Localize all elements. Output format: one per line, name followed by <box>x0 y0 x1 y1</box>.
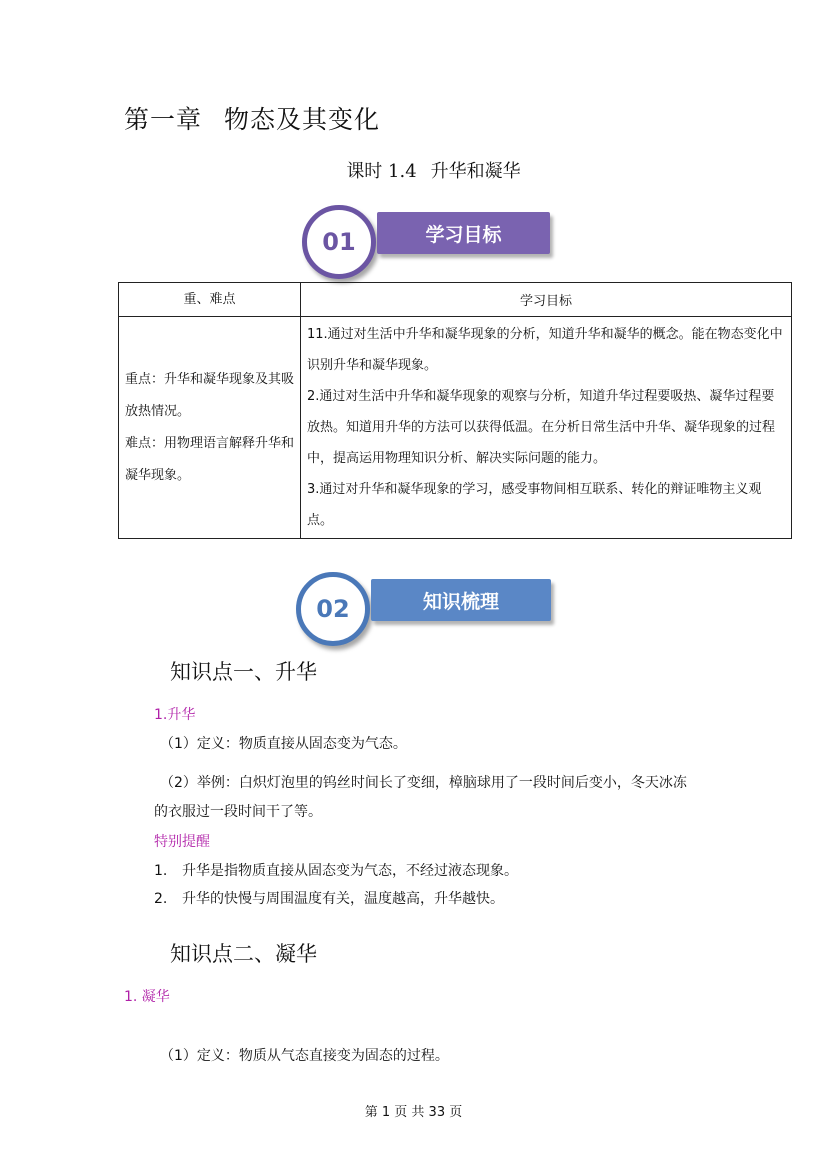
knowledge-point-title: 知识点二、凝华 <box>170 942 317 966</box>
learning-goals-table <box>118 282 792 539</box>
chapter-heading <box>124 100 380 136</box>
section-banner-learning-goals <box>302 205 554 281</box>
key-point-difficulty: 难点：用物理语言解释升华和凝华现象。 <box>125 435 295 483</box>
section-banner-knowledge-review <box>296 572 556 648</box>
section-number-badge: 02 <box>296 572 370 646</box>
section-banner-title: 知识梳理 <box>371 579 551 621</box>
objectives-cell <box>301 317 792 539</box>
table-header-key-points: 重、难点 <box>119 283 301 317</box>
example-text-line2: 的衣服过一段时间干了等。 <box>154 804 322 820</box>
objective-item: 2.通过对生活中升华和凝华现象的观察与分析，知道升华过程要吸热、凝华过程要放热。知道用升华的方法可以获得低温。在分析日常生活中升华、凝华现象的过程中，提高运用物理知识分析、解决实际问题的能力。 <box>307 389 776 466</box>
lesson-title: 升华和凝华 <box>430 161 521 182</box>
example-text-line1: （2）举例：白炽灯泡里的钨丝时间长了变细，樟脑球用了一段时间后变小，冬天冰冻 <box>160 775 687 791</box>
list-item <box>154 860 518 880</box>
list-item-number: 2. <box>154 891 168 907</box>
key-points-cell <box>119 317 301 539</box>
knowledge-point-title: 知识点一、升华 <box>170 660 317 684</box>
list-item-text: 升华的快慢与周围温度有关，温度越高，升华越快。 <box>182 891 504 907</box>
key-point-focus: 重点：升华和凝华现象及其吸放热情况。 <box>125 371 295 419</box>
page-footer: 第 1 页 共 33 页 <box>364 1105 463 1120</box>
table-row <box>119 317 792 539</box>
definition-text: （1）定义：物质直接从固态变为气态。 <box>160 736 407 752</box>
lesson-heading <box>0 157 827 183</box>
table-header-row <box>119 283 792 317</box>
section-banner-title: 学习目标 <box>377 212 550 254</box>
objective-item: 3.通过对升华和凝华现象的学习，感受事物间相互联系、转化的辩证唯物主义观点。 <box>307 482 762 528</box>
table-header-objectives: 学习目标 <box>301 283 792 317</box>
objective-item: 11.通过对生活中升华和凝华现象的分析，知道升华和凝华的概念。能在物态变化中识别升华和凝华现象。 <box>307 327 783 373</box>
lesson-label: 课时 1.4 <box>346 161 417 182</box>
chapter-label: 第一章 <box>124 105 203 134</box>
section-number-badge: 01 <box>302 205 376 279</box>
list-item-text: 升华是指物质直接从固态变为气态，不经过液态现象。 <box>182 863 518 879</box>
definition-text: （1）定义：物质从气态直接变为固态的过程。 <box>160 1048 449 1064</box>
list-item-number: 1. <box>154 863 168 879</box>
topic-heading: 1.升华 <box>154 707 196 723</box>
note-heading: 特别提醒 <box>154 834 210 850</box>
list-item <box>154 888 504 908</box>
topic-heading: 1. 凝华 <box>124 989 170 1005</box>
chapter-title: 物态及其变化 <box>224 105 381 134</box>
